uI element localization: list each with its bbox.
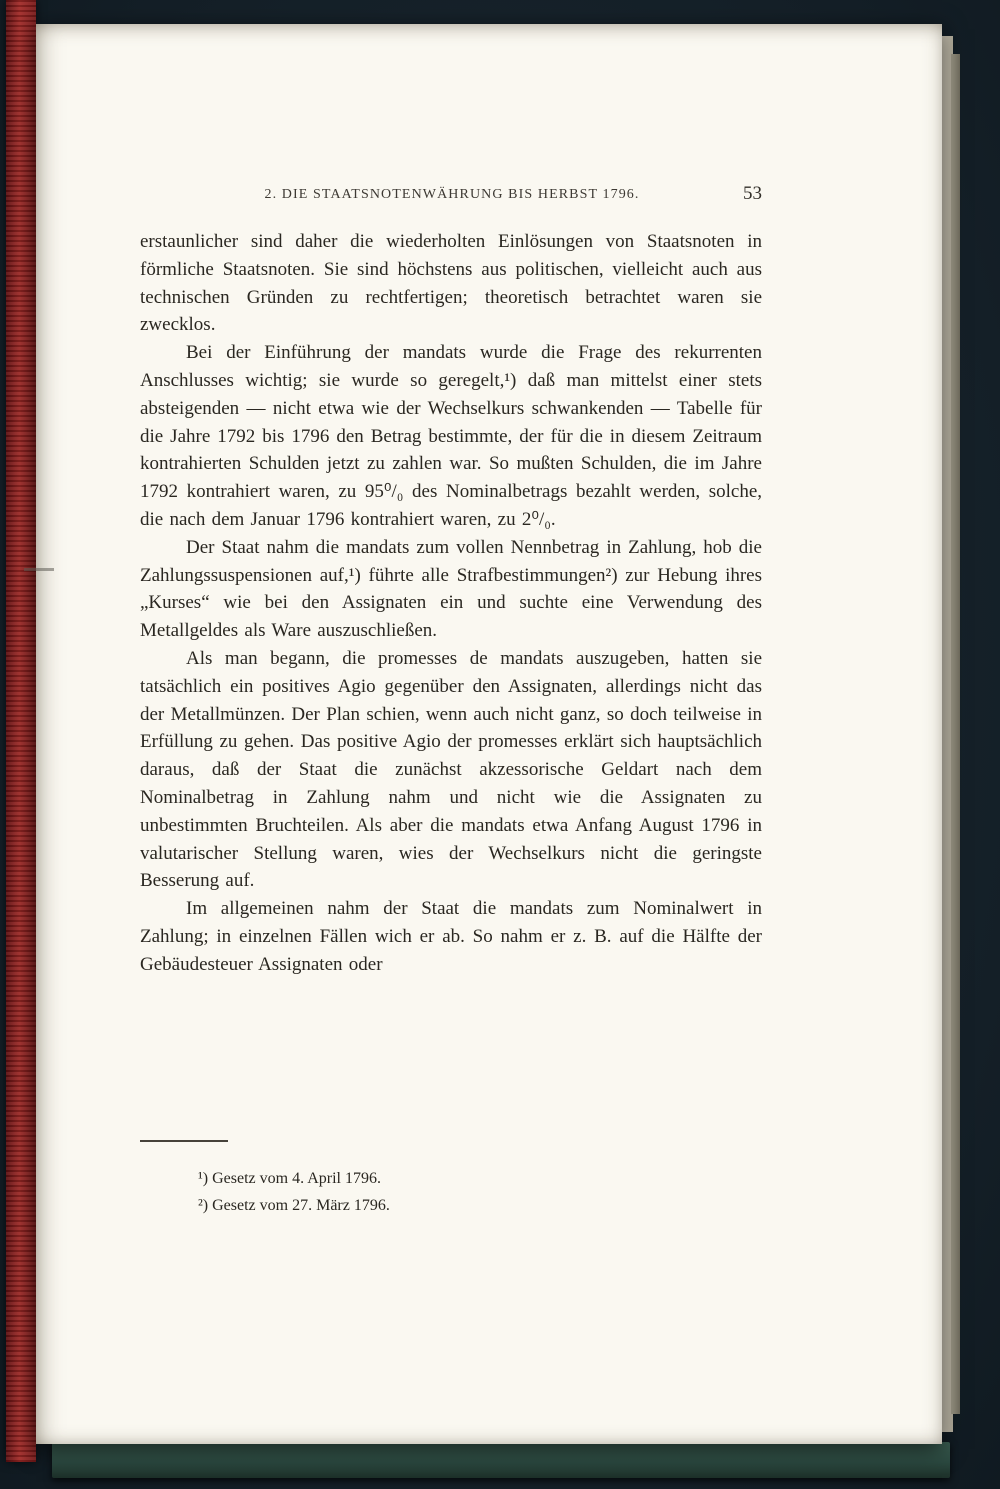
paragraph: Im allgemeinen nahm der Staat die mandats zum Nominalwert in Zahlung; in einzelnen Fällen wich er ab. So nahm er z. B. auf die Hälfte der Gebäudesteuer Assignaten oder — [140, 898, 762, 975]
paragraph: erstaunlicher sind daher die wiederholten Einlösungen von Staatsnoten in förmliche Staatsnoten. Sie sind höchstens aus politischen, vielleicht auch aus technischen Gründen zu rechtfertigen; theoretisch betrachtet waren sie zwecklos. — [140, 231, 762, 336]
footnote: ²) Gesetz vom 27. März 1796. — [198, 1196, 390, 1214]
paragraph: Als man begann, die promesses de mandats auszugeben, hatten sie tatsächlich ein positives Agio gegenüber den Assignaten, allerdings nicht das der Metallmünzen. Der Plan schien, wenn auch nicht ganz, so doch teilweise in Erfüllung zu gehen. Das positive Agio der promesses erklärt sich hauptsächlich daraus, daß der Staat die zunächst akzessorische Geldart nach dem Nominalbetrag in Zahlung nahm und nicht wie die Assignaten zu unbestimmten Bruchteilen. Als aber die mandats etwa Anfang August 1796 in valutarischer Stellung waren, wies der Wechselkurs nicht die geringste Besserung auf. — [140, 647, 762, 892]
footnotes — [198, 1166, 390, 1219]
book-cover-bottom-edge — [52, 1442, 950, 1478]
running-header — [140, 183, 764, 204]
footnote-separator — [140, 1140, 228, 1142]
body-text — [140, 228, 762, 979]
footnote: ¹) Gesetz vom 4. April 1796. — [198, 1170, 381, 1187]
paragraph: Der Staat nahm die mandats zum vollen Nennbetrag in Zahlung, hob die Zahlungssuspensionen auf,¹) führte alle Strafbestimmungen²) zur Hebung ihres „Kurses“ wie bei den Assignaten ein und suchte eine Verwendung des Metallgeldes als Ware auszuschließen. — [140, 536, 762, 642]
book-red-page-edge — [6, 0, 36, 1462]
paragraph: Bei der Einführung der mandats wurde die Frage des rekurrenten Anschlusses wichtig; sie wurde so geregelt,¹) daß man mittelst einer stets absteigenden — nicht etwa wie der Wechselkurs schwankenden — Tabelle für die Jahre 1792 bis 1796 den Betrag bestimmte, der für die in diesem Zeitraum kontrahierten Schulden jetzt zu zahlen war. So mußten Schulden, die im Jahre 1792 kontrahiert waren, zu 95⁰/₀ des Nominalbetrags bezahlt werden, solche, die nach dem Januar 1796 kontrahiert waren, zu 2⁰/₀. — [140, 342, 762, 530]
margin-mark — [24, 568, 54, 571]
scanned-page — [36, 24, 942, 1444]
page-number: 53 — [743, 183, 762, 204]
chapter-header: 2. DIE STAATSNOTENWÄHRUNG BIS HERBST 1796. — [264, 187, 640, 202]
page-stack-edge — [951, 54, 960, 1414]
